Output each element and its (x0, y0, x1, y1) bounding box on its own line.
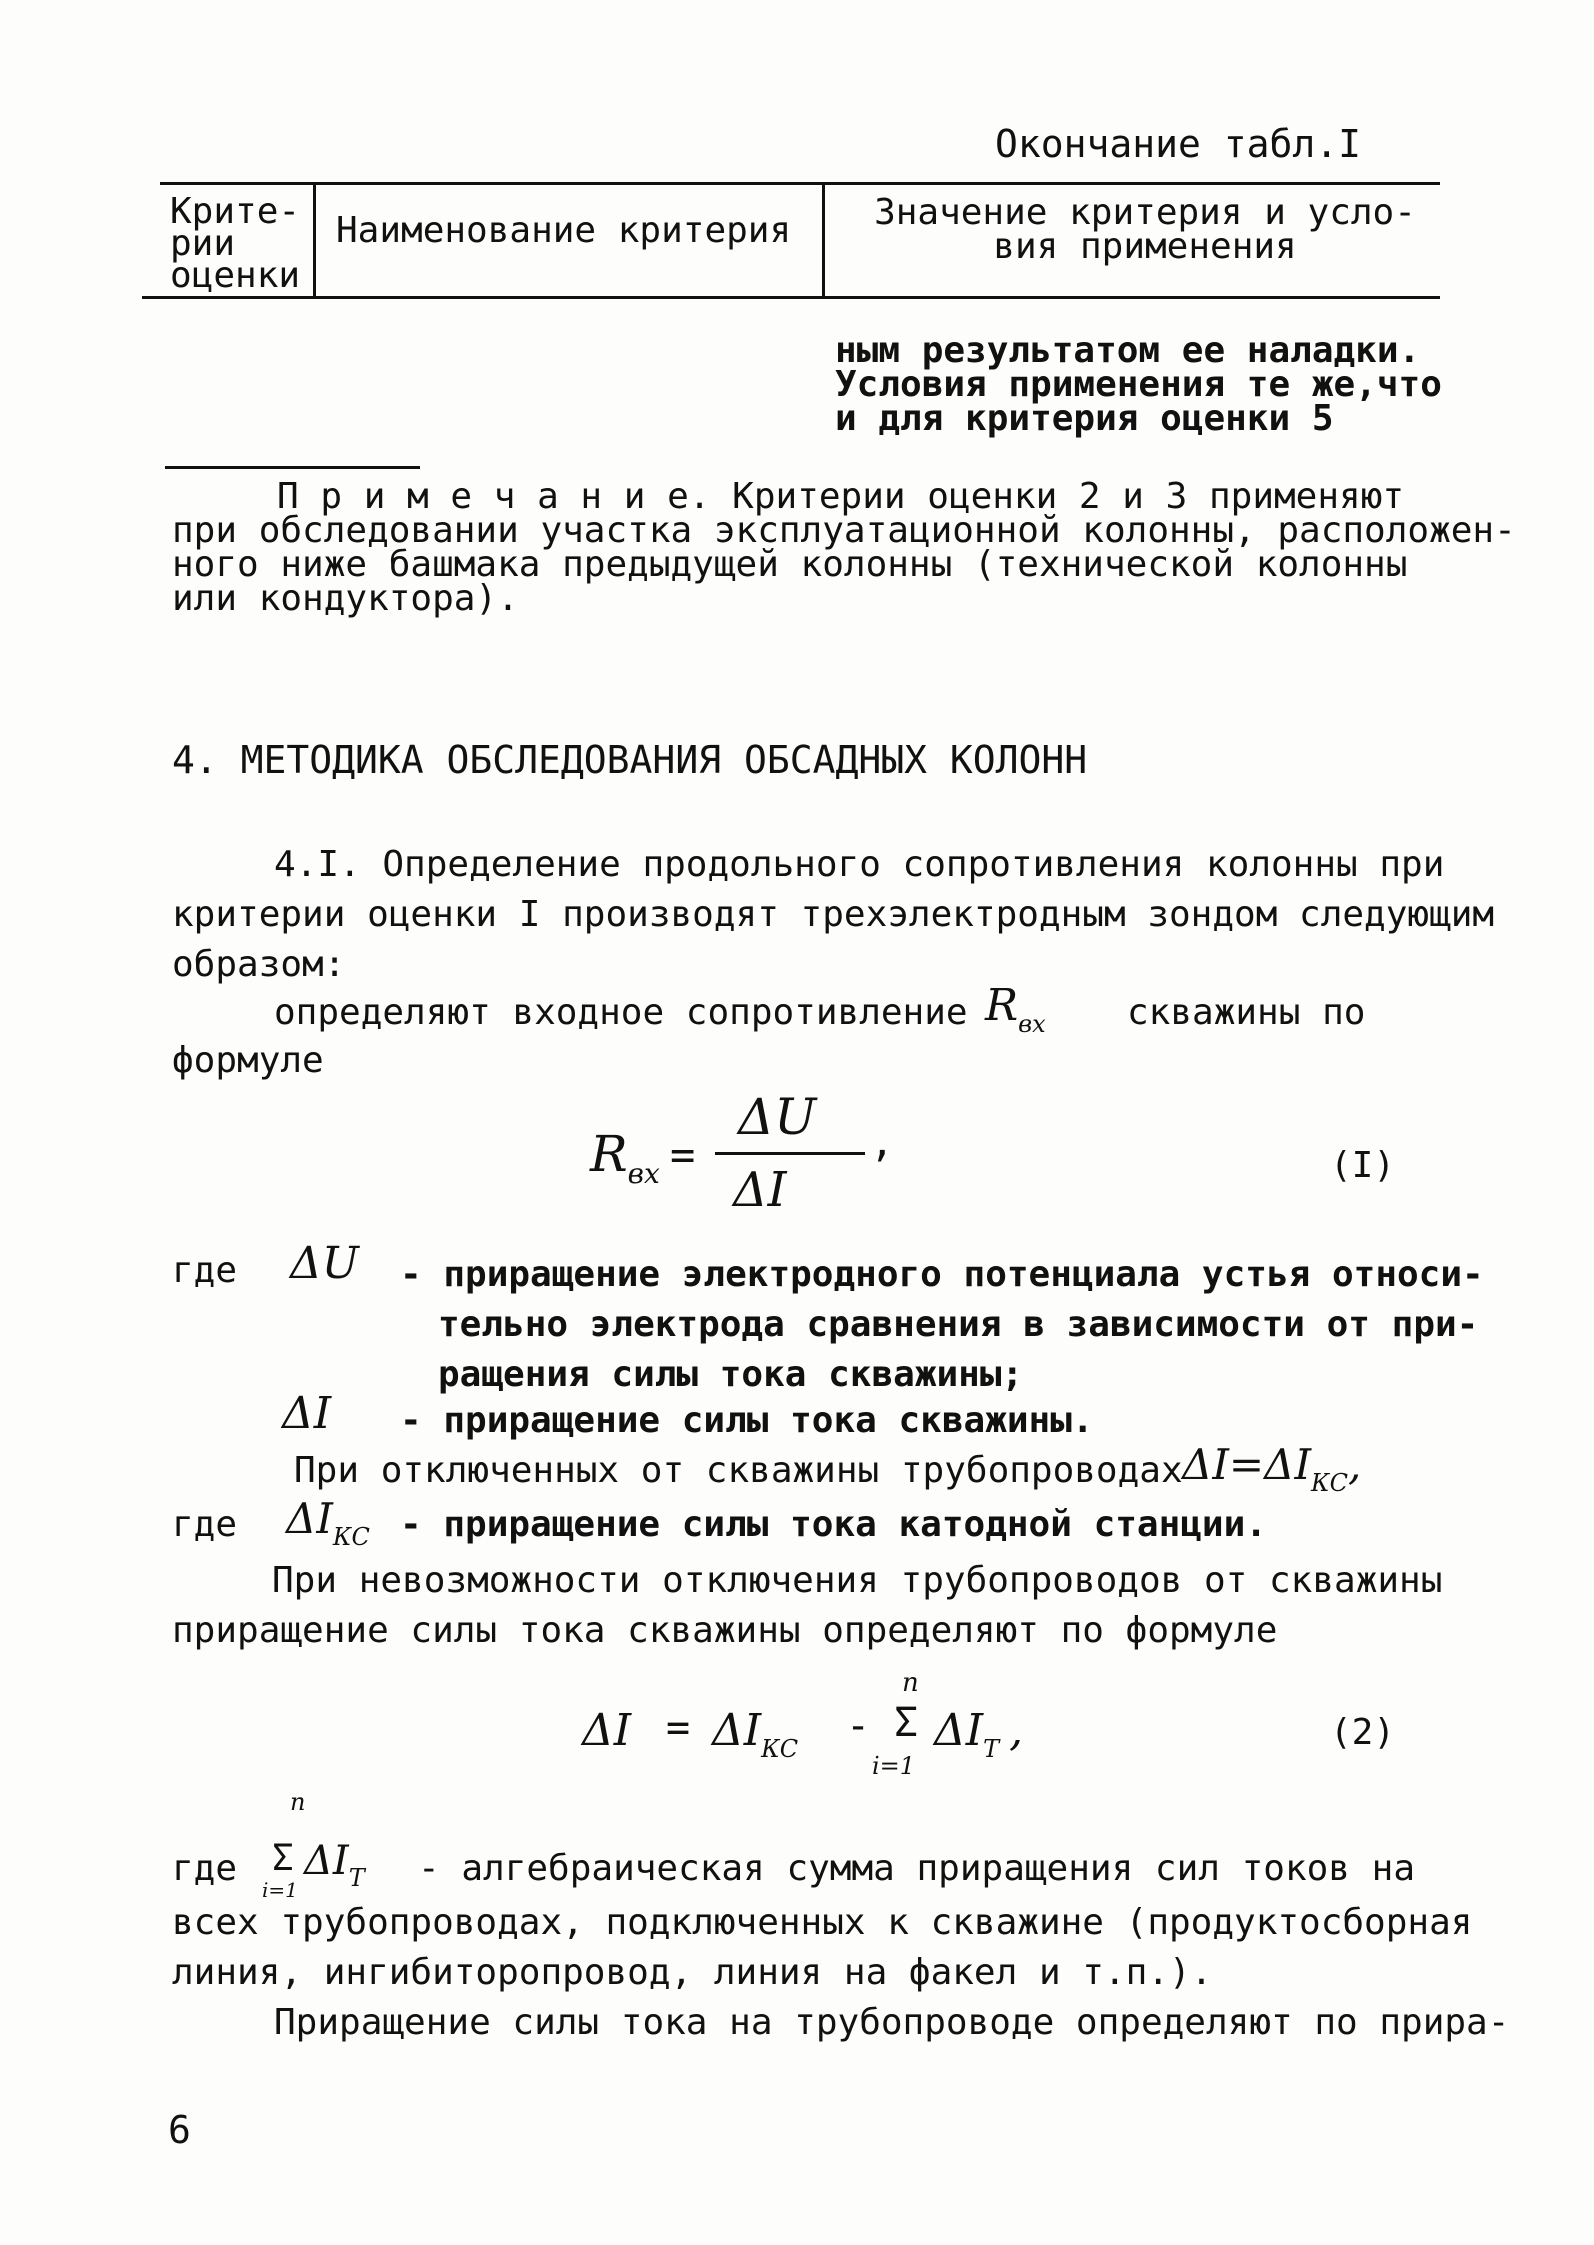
p2-text-a: определяют входное сопротивление (274, 992, 968, 1033)
note-line3: ного ниже башмака предыдущей колонны (технической колонны (172, 544, 1408, 585)
p1-line3: образом: (172, 944, 346, 985)
note (172, 476, 1516, 619)
eq1-fraction-bar (715, 1152, 865, 1155)
where3-symbol (304, 1838, 365, 1892)
where3-sum-bottom: i=1 (262, 1878, 298, 1902)
col-header-criteria-line3: оценки (170, 255, 301, 296)
eq2-lhs: ΔI (582, 1705, 632, 1756)
eq2-sum-bottom: i=1 (872, 1752, 916, 1780)
where3-desc (172, 1898, 1472, 1998)
p3-eq-equals: = (1228, 1440, 1265, 1489)
eq2-number: (2) (1330, 1712, 1396, 1753)
eq2-term-a (712, 1705, 799, 1763)
where3-line1: - алгебраическая сумма приращения сил токов на (418, 1848, 1415, 1889)
eq2-term-a-sub: КС (761, 1735, 799, 1763)
p1-line1: 4.I. Определение продольного сопротивления колонны при (274, 844, 1445, 885)
eq1-lhs (590, 1125, 660, 1190)
eq1-equals: = (670, 1130, 696, 1179)
where3-sum-top: n (290, 1788, 306, 1816)
eq2-sum-top: n (902, 1668, 919, 1698)
table-top-rule (160, 182, 1440, 185)
eq1-number: (I) (1330, 1145, 1396, 1186)
p3-b-label: где (172, 1504, 238, 1545)
eq1-lhs-symbol: R (590, 1125, 628, 1183)
eq2-term-b (934, 1705, 1024, 1763)
eq1-denominator: ΔI (733, 1162, 787, 1218)
where3-line3: линия, ингибиторопровод, линия на факел и т.п.). (172, 1952, 1213, 1993)
eq2-term-b-main: ΔI (934, 1705, 984, 1756)
where2-desc: - приращение силы тока скважины. (400, 1400, 1094, 1441)
p3-b-symbol-sub: КС (332, 1523, 370, 1551)
where1-label: где (172, 1250, 238, 1291)
last-line: Приращение силы тока на трубопроводе определяют по прира- (274, 2002, 1510, 2043)
col-header-criteria-line1: Крите- (170, 191, 301, 232)
where1-line1: - приращение электродного потенциала устья относи- (400, 1254, 1484, 1295)
p2-text-b: скважины по (1127, 992, 1366, 1033)
eq2-equals: = (666, 1705, 691, 1751)
col-header-value (850, 192, 1440, 267)
eq1-comma: , (870, 1120, 895, 1166)
col-header-criteria (170, 191, 301, 296)
where3-sum-sign: Σ (272, 1838, 294, 1879)
note-separator (165, 466, 420, 469)
table-col-divider-2 (822, 182, 825, 296)
col-header-value-line1: Значение критерия и усло- (874, 192, 1416, 233)
page-number: 6 (168, 2108, 191, 2152)
p4-line1: При невозможности отключения трубопроводов от скважины (272, 1560, 1443, 1601)
p2-symbol-r: $R_{вх}$ (985, 980, 1046, 1038)
eq2-term-a-main: ΔI (712, 1705, 762, 1756)
where1-line3: ращения силы тока скважины; (438, 1354, 1024, 1395)
eq2-comma: , (1009, 1705, 1024, 1756)
where3-line2: всех трубопроводах, подключенных к скважине (продуктосборная (172, 1902, 1473, 1943)
section-heading: 4. МЕТОДИКА ОБСЛЕДОВАНИЯ ОБСАДНЫХ КОЛОНН (172, 738, 1088, 782)
where3-symbol-main: ΔI (304, 1838, 349, 1884)
eq1-lhs-sub: вх (627, 1157, 660, 1190)
p3-equation (1182, 1440, 1362, 1497)
p4-line2: приращение силы тока скважины определяют по формуле (172, 1610, 1278, 1651)
table-row-value (835, 330, 1442, 439)
table-bottom-rule (142, 296, 1440, 299)
p3-b-symbol (286, 1494, 370, 1551)
where2-symbol: ΔI (282, 1388, 332, 1439)
p2-text-c: формуле (172, 1040, 324, 1081)
p3-b-symbol-main: ΔI (286, 1494, 333, 1543)
p3-text-a: При отключенных от скважины трубопроводах (294, 1450, 1183, 1491)
table-continuation-label: Окончание табл.I (995, 122, 1362, 166)
p3-b-desc: - приращение силы тока катодной станции. (400, 1504, 1267, 1545)
note-line2: при обследовании участка эксплуатационной колонны, расположен- (172, 510, 1516, 551)
p3-eq-rhs: ΔI (1264, 1440, 1312, 1489)
eq2-minus: - (846, 1703, 871, 1749)
where3-label: где (172, 1848, 238, 1889)
note-line4: или кондуктора). (172, 578, 519, 619)
paragraph-4-1 (172, 840, 1494, 990)
eq2-term-b-sub: Т (983, 1735, 1000, 1763)
table-row-line1: ным результатом ее наладки. (835, 330, 1421, 371)
table-row-line2: Условия применения те же,что (835, 364, 1442, 405)
p1-line2: критерии оценки I производят трехэлектродным зондом следующим (172, 894, 1495, 935)
eq1-numerator: ΔU (738, 1088, 817, 1146)
where1-line2: тельно электрода сравнения в зависимости от при- (438, 1304, 1479, 1345)
p3-eq-rhs-sub: КС (1311, 1469, 1348, 1497)
where3-symbol-sub: Т (348, 1864, 365, 1892)
p3-eq-comma: , (1347, 1440, 1362, 1489)
where1-symbol: ΔU (290, 1238, 359, 1289)
where1-desc (400, 1250, 1484, 1400)
col-header-value-line2: вия применения (993, 226, 1297, 267)
paragraph-p4 (172, 1556, 1442, 1656)
col-header-name: Наименование критерия (336, 210, 792, 251)
table-row-line3: и для критерия оценки 5 (835, 398, 1334, 439)
col-header-criteria-line2: рии (170, 223, 236, 264)
note-line1: П р и м е ч а н и е. Критерии оценки 2 и 3 применяют (277, 476, 1405, 517)
eq2-sum-sign: Σ (894, 1700, 919, 1746)
p2-symbol-r-sub: вх (1018, 1010, 1046, 1038)
table-col-divider-1 (313, 182, 316, 296)
p3-eq-lhs: ΔI (1182, 1440, 1229, 1489)
